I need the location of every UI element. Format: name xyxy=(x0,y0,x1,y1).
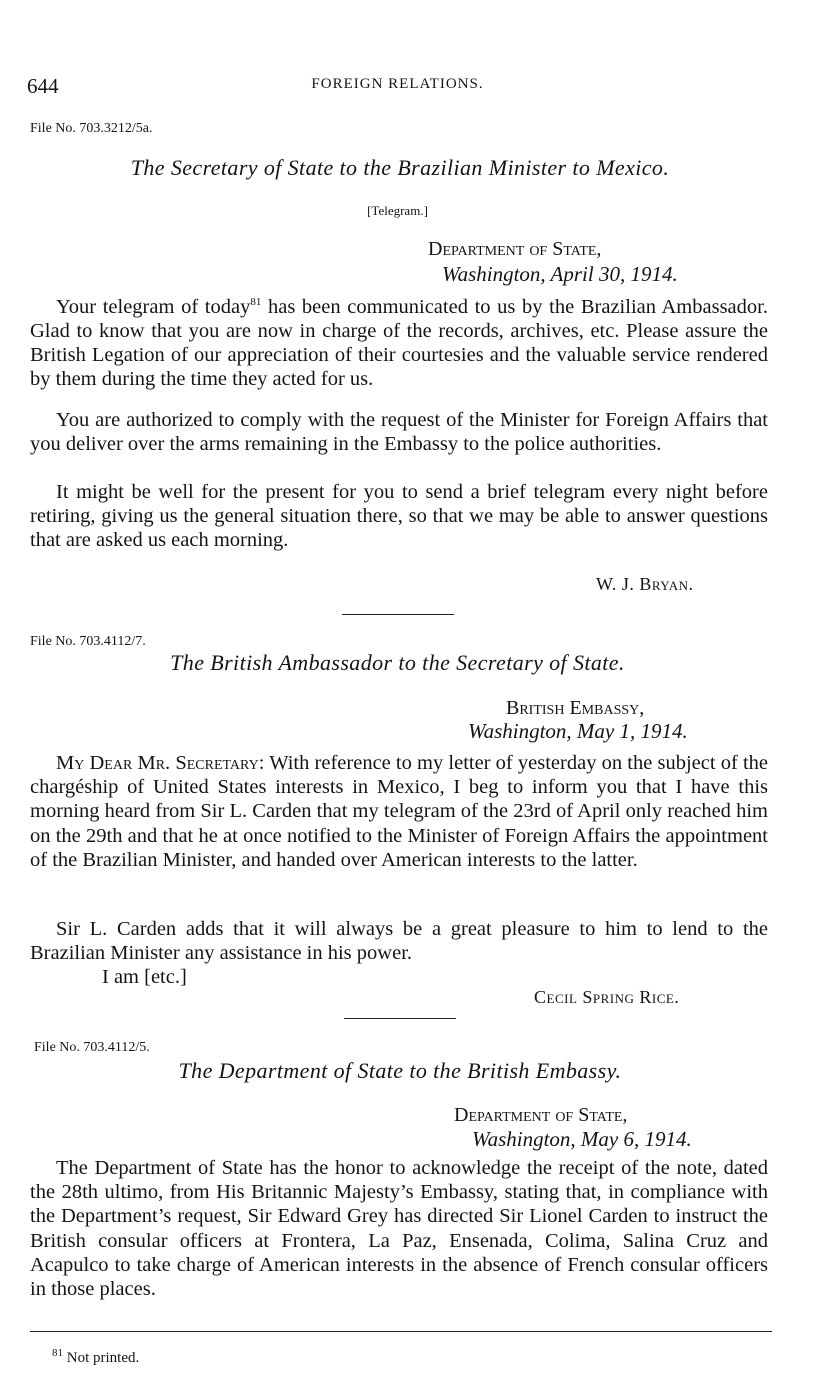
doc1-file-number: File No. 703.3212/5a. xyxy=(30,121,153,136)
doc1-paragraph-3: It might be well for the present for you to send a brief telegram every night before retiring, giving us the general situation there, so that we may be able to answer questions that are asked us each morning. xyxy=(30,481,768,552)
page-number: 644 xyxy=(27,74,59,98)
doc1-paragraph-2: You are authorized to comply with the request of the Minister for Foreign Affairs that you deliver over the arms remaining in the Embassy to the police authorities. xyxy=(30,409,768,456)
running-title: FOREIGN RELATIONS. xyxy=(311,76,484,92)
doc3-paragraph-1: The Department of State has the honor to acknowledge the receipt of the note, dated the 28th ultimo, from His Britannic Majesty’s Embassy, stating that, in compliance with the Department’s request, Sir Edward Grey has directed Sir Lionel Carden to instruct the British consular officers at Frontera, La Paz, Ensenada, Colima, Salina Cruz and Acapulco to take charge of American interests in the absence of French consular officers in those places. xyxy=(30,1157,768,1301)
doc1-title: The Secretary of State to the Brazilian Minister to Mexico. xyxy=(130,155,670,180)
doc1-date: Washington, April 30, 1914. xyxy=(442,262,678,286)
doc1-paragraph-1: Your telegram of today$^{81}$ has been communicated to us by the Brazilian Ambassador. Glad to know that you are now in charge of the records, archives, etc. Please assure the British Legation of our appreciation of their courtesies and the valuable service rendered by them during the time they acted for us. xyxy=(30,295,768,391)
salutation: My Dear Mr. Secretary: xyxy=(56,752,265,774)
footnote: $^{81}$ Not printed. xyxy=(52,1347,140,1366)
section-divider xyxy=(344,1018,456,1019)
doc2-title: The British Ambassador to the Secretary of State. xyxy=(170,650,625,675)
section-divider xyxy=(342,614,454,615)
doc3-sender-place: Department of State, xyxy=(454,1104,628,1126)
doc1-sender-place: Department of State, xyxy=(428,238,602,260)
footnote-ref: 81 xyxy=(250,296,262,308)
doc2-signature: Cecil Spring Rice. xyxy=(534,987,680,1007)
doc2-closing: I am [etc.] xyxy=(102,966,187,988)
doc3-title: The Department of State to the British Embassy. xyxy=(178,1058,622,1083)
doc1-telegram-note: [Telegram.] xyxy=(367,203,428,218)
doc3-date: Washington, May 6, 1914. xyxy=(472,1127,692,1151)
doc2-paragraph-1: My Dear Mr. Secretary: With reference to my letter of yesterday on the subject of the chargéship of United States interests in Mexico, I beg to inform you that I have this morning heard from Sir L. Carden that my telegram of the 23rd of April only reached him on the 29th and that he at once notified to the Minister of Foreign Affairs the appointment of the Brazilian Minister, and handed over American interests to the latter. xyxy=(30,752,768,871)
doc2-sender-place: British Embassy, xyxy=(506,697,645,719)
doc2-paragraph-2: Sir L. Carden adds that it will always be a great pleasure to him to lend to the Brazilian Minister any assistance in his power. xyxy=(30,918,768,965)
doc3-file-number: File No. 703.4112/5. xyxy=(34,1040,150,1055)
doc2-date: Washington, May 1, 1914. xyxy=(468,719,688,743)
footnote-rule xyxy=(30,1331,772,1332)
doc1-signature: W. J. Bryan. xyxy=(596,574,694,594)
doc2-file-number: File No. 703.4112/7. xyxy=(30,634,146,649)
